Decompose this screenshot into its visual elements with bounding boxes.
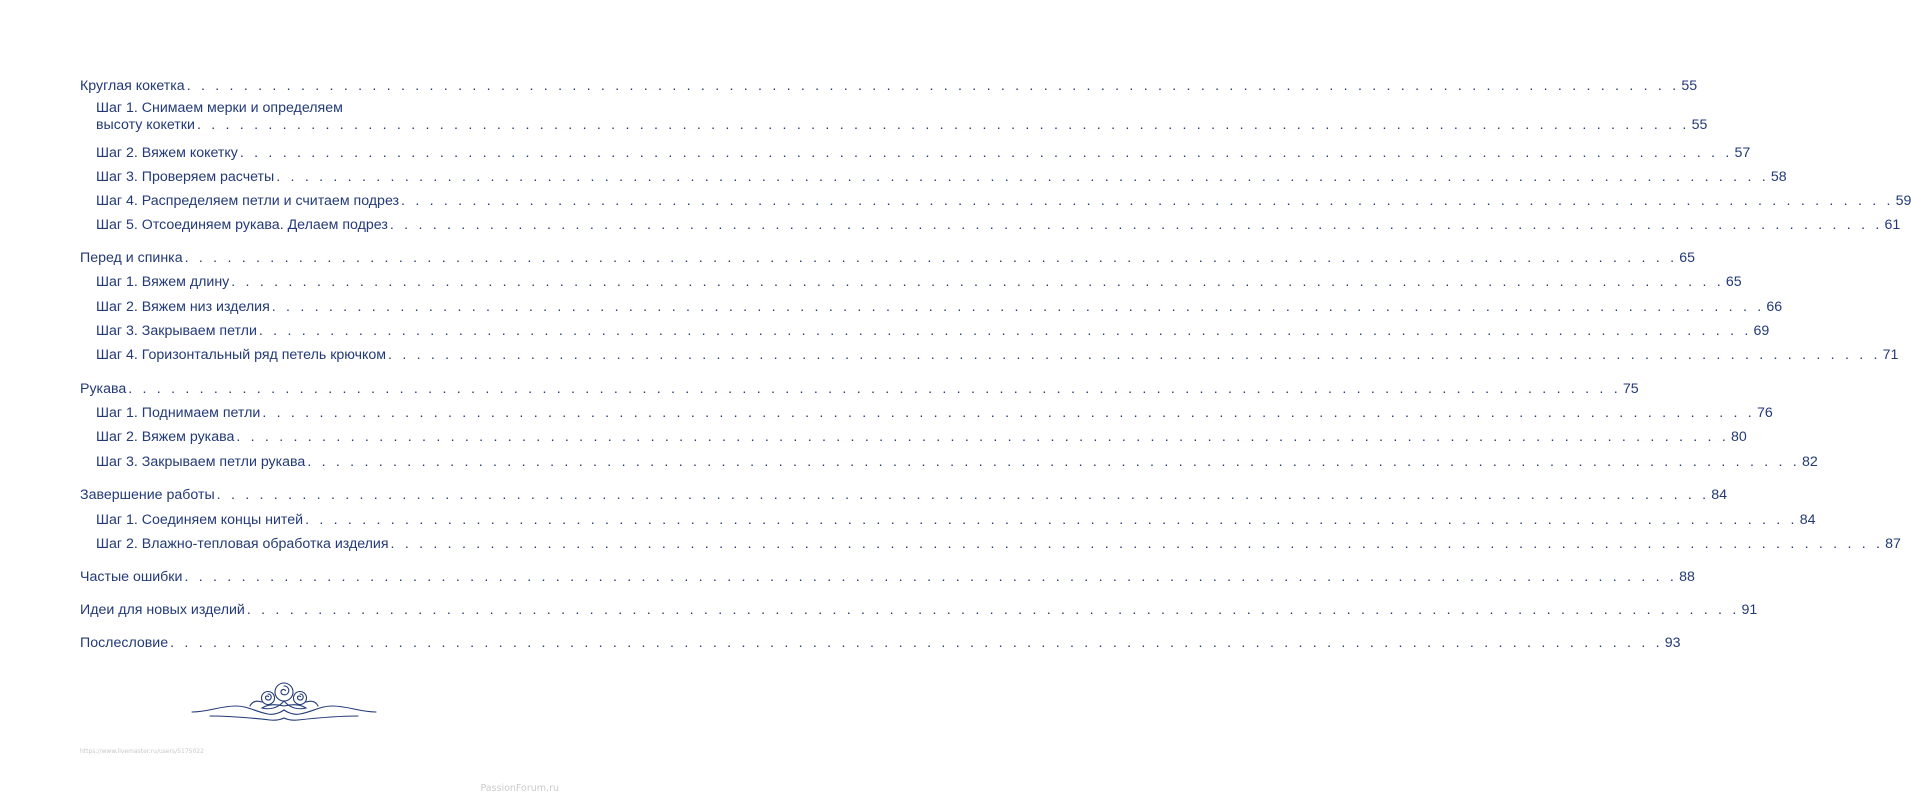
toc-entry-new-ideas[interactable]	[80, 602, 1758, 619]
leader-dots	[187, 78, 1680, 95]
toc-page-number: 61	[1884, 217, 1901, 233]
leader-dots	[247, 602, 1740, 619]
toc-entry-label: Шаг 2. Вяжем кокетку	[96, 145, 238, 161]
leader-dots	[305, 512, 1798, 529]
toc-page-number: 76	[1756, 405, 1773, 421]
toc-entry-label: Шаг 3. Закрываем петли	[96, 323, 257, 339]
toc-entry-round-yoke[interactable]	[80, 78, 1698, 95]
leader-dots	[236, 429, 1729, 446]
leader-dots	[217, 487, 1710, 504]
leader-dots	[128, 381, 1621, 398]
toc-entry-label: Шаг 4. Горизонтальный ряд петель крючком	[96, 347, 387, 363]
toc-entry-label: Шаг 1. Поднимаем петли	[96, 405, 261, 421]
toc-page-number: 66	[1766, 299, 1783, 315]
leader-dots	[184, 569, 1677, 586]
toc-entry-yoke-step-3[interactable]	[80, 169, 1787, 186]
toc-entry-label: Шаг 2. Вяжем рукава	[96, 429, 235, 445]
leader-dots	[185, 250, 1678, 267]
toc-page-number: 65	[1679, 250, 1695, 266]
leader-dots	[390, 217, 1883, 234]
toc-page-number: 55	[1691, 117, 1708, 133]
leader-dots	[197, 117, 1690, 134]
toc-entry-label: Шаг 4. Распределяем петли и считаем подрез	[96, 193, 400, 209]
toc-entry-finishing-step-2[interactable]	[80, 536, 1901, 553]
toc-page-number: 87	[1885, 536, 1901, 552]
toc-entry-label: Шаг 1. Соединяем концы нитей	[96, 512, 304, 528]
toc-entry-label: Послесловие	[80, 635, 169, 651]
toc-page-number: 84	[1711, 487, 1728, 503]
leader-dots	[388, 347, 1881, 364]
toc-entry-body-step-1[interactable]	[80, 274, 1742, 291]
toc-entry-label-text: высоту кокетки	[96, 117, 195, 133]
toc-entry-label	[96, 100, 1707, 134]
toc-entry-body-step-2[interactable]	[80, 299, 1783, 316]
leader-dots	[391, 536, 1884, 553]
leader-dots	[401, 193, 1894, 210]
toc-entry-body-step-3[interactable]	[80, 323, 1770, 340]
toc-entry-label: Рукава	[80, 381, 127, 397]
toc-entry-label: Шаг 3. Проверяем расчеты	[96, 169, 275, 185]
leader-dots	[231, 274, 1724, 291]
toc-entry-sleeves-step-3[interactable]	[80, 454, 1818, 471]
toc-entry-body-step-4[interactable]	[80, 347, 1899, 364]
leader-dots	[276, 169, 1769, 186]
toc-entry-sleeves-step-1[interactable]	[80, 405, 1773, 422]
toc-entry-label: Шаг 2. Влажно-тепловая обработка изделия	[96, 536, 389, 552]
leader-dots	[170, 635, 1663, 652]
toc-entry-label: Шаг 3. Закрываем петли рукава	[96, 454, 306, 470]
toc-entry-label: Круглая кокетка	[80, 78, 185, 94]
toc-entry-label-line-1: Шаг 1. Снимаем мерки и определяем	[96, 100, 343, 116]
toc-entry-sleeves-step-2[interactable]	[80, 429, 1747, 446]
toc-page-number: 91	[1741, 602, 1758, 618]
toc-page-number: 88	[1679, 569, 1695, 585]
toc-entry-front-back[interactable]	[80, 250, 1695, 267]
toc-page-number: 59	[1895, 193, 1911, 209]
toc-page-number: 58	[1770, 169, 1787, 185]
toc-entry-label-line-2	[96, 117, 1707, 134]
toc-entry-finishing-step-1[interactable]	[80, 512, 1816, 529]
toc-entry-label: Шаг 1. Вяжем длину	[96, 274, 230, 290]
rose-ornament-icon	[190, 676, 378, 724]
toc-page-number: 55	[1681, 78, 1698, 94]
toc-entry-label: Частые ошибки	[80, 569, 183, 585]
leader-dots	[307, 454, 1800, 471]
toc-page-number: 71	[1882, 347, 1899, 363]
toc-page-number: 57	[1734, 145, 1751, 161]
toc-entry-label: Завершение работы	[80, 487, 215, 503]
toc-page-number: 93	[1664, 635, 1681, 651]
toc-entry-afterword[interactable]	[80, 635, 1681, 652]
leader-dots	[259, 323, 1752, 340]
leader-dots	[272, 299, 1765, 316]
leader-dots	[240, 145, 1733, 162]
toc-page-number: 69	[1753, 323, 1770, 339]
toc-entry-yoke-step-2[interactable]	[80, 145, 1751, 162]
toc-page-number: 75	[1622, 381, 1639, 397]
watermark-site: PassionForum.ru	[480, 783, 559, 794]
leader-dots	[262, 405, 1755, 422]
toc-entry-sleeves[interactable]	[80, 381, 1639, 398]
watermark-url: https://www.livemaster.ru/users/5175022	[80, 748, 204, 755]
toc-page-number: 65	[1725, 274, 1742, 290]
toc-entry-common-mistakes[interactable]	[80, 569, 1695, 586]
toc-page-number: 84	[1799, 512, 1816, 528]
toc-entry-yoke-step-4[interactable]	[80, 193, 1911, 210]
toc-entry-label: Идеи для новых изделий	[80, 602, 245, 618]
toc-entry-label: Перед и спинка	[80, 250, 183, 266]
toc-entry-label: Шаг 5. Отсоединяем рукава. Делаем подрез	[96, 217, 388, 233]
toc-entry-label: Шаг 2. Вяжем низ изделия	[96, 299, 270, 315]
toc-page-number: 80	[1730, 429, 1747, 445]
toc-entry-yoke-step-5[interactable]	[80, 217, 1901, 234]
toc-page-number: 82	[1801, 454, 1818, 470]
toc-entry-yoke-step-1[interactable]	[80, 100, 1708, 134]
toc-entry-finishing[interactable]	[80, 487, 1728, 504]
